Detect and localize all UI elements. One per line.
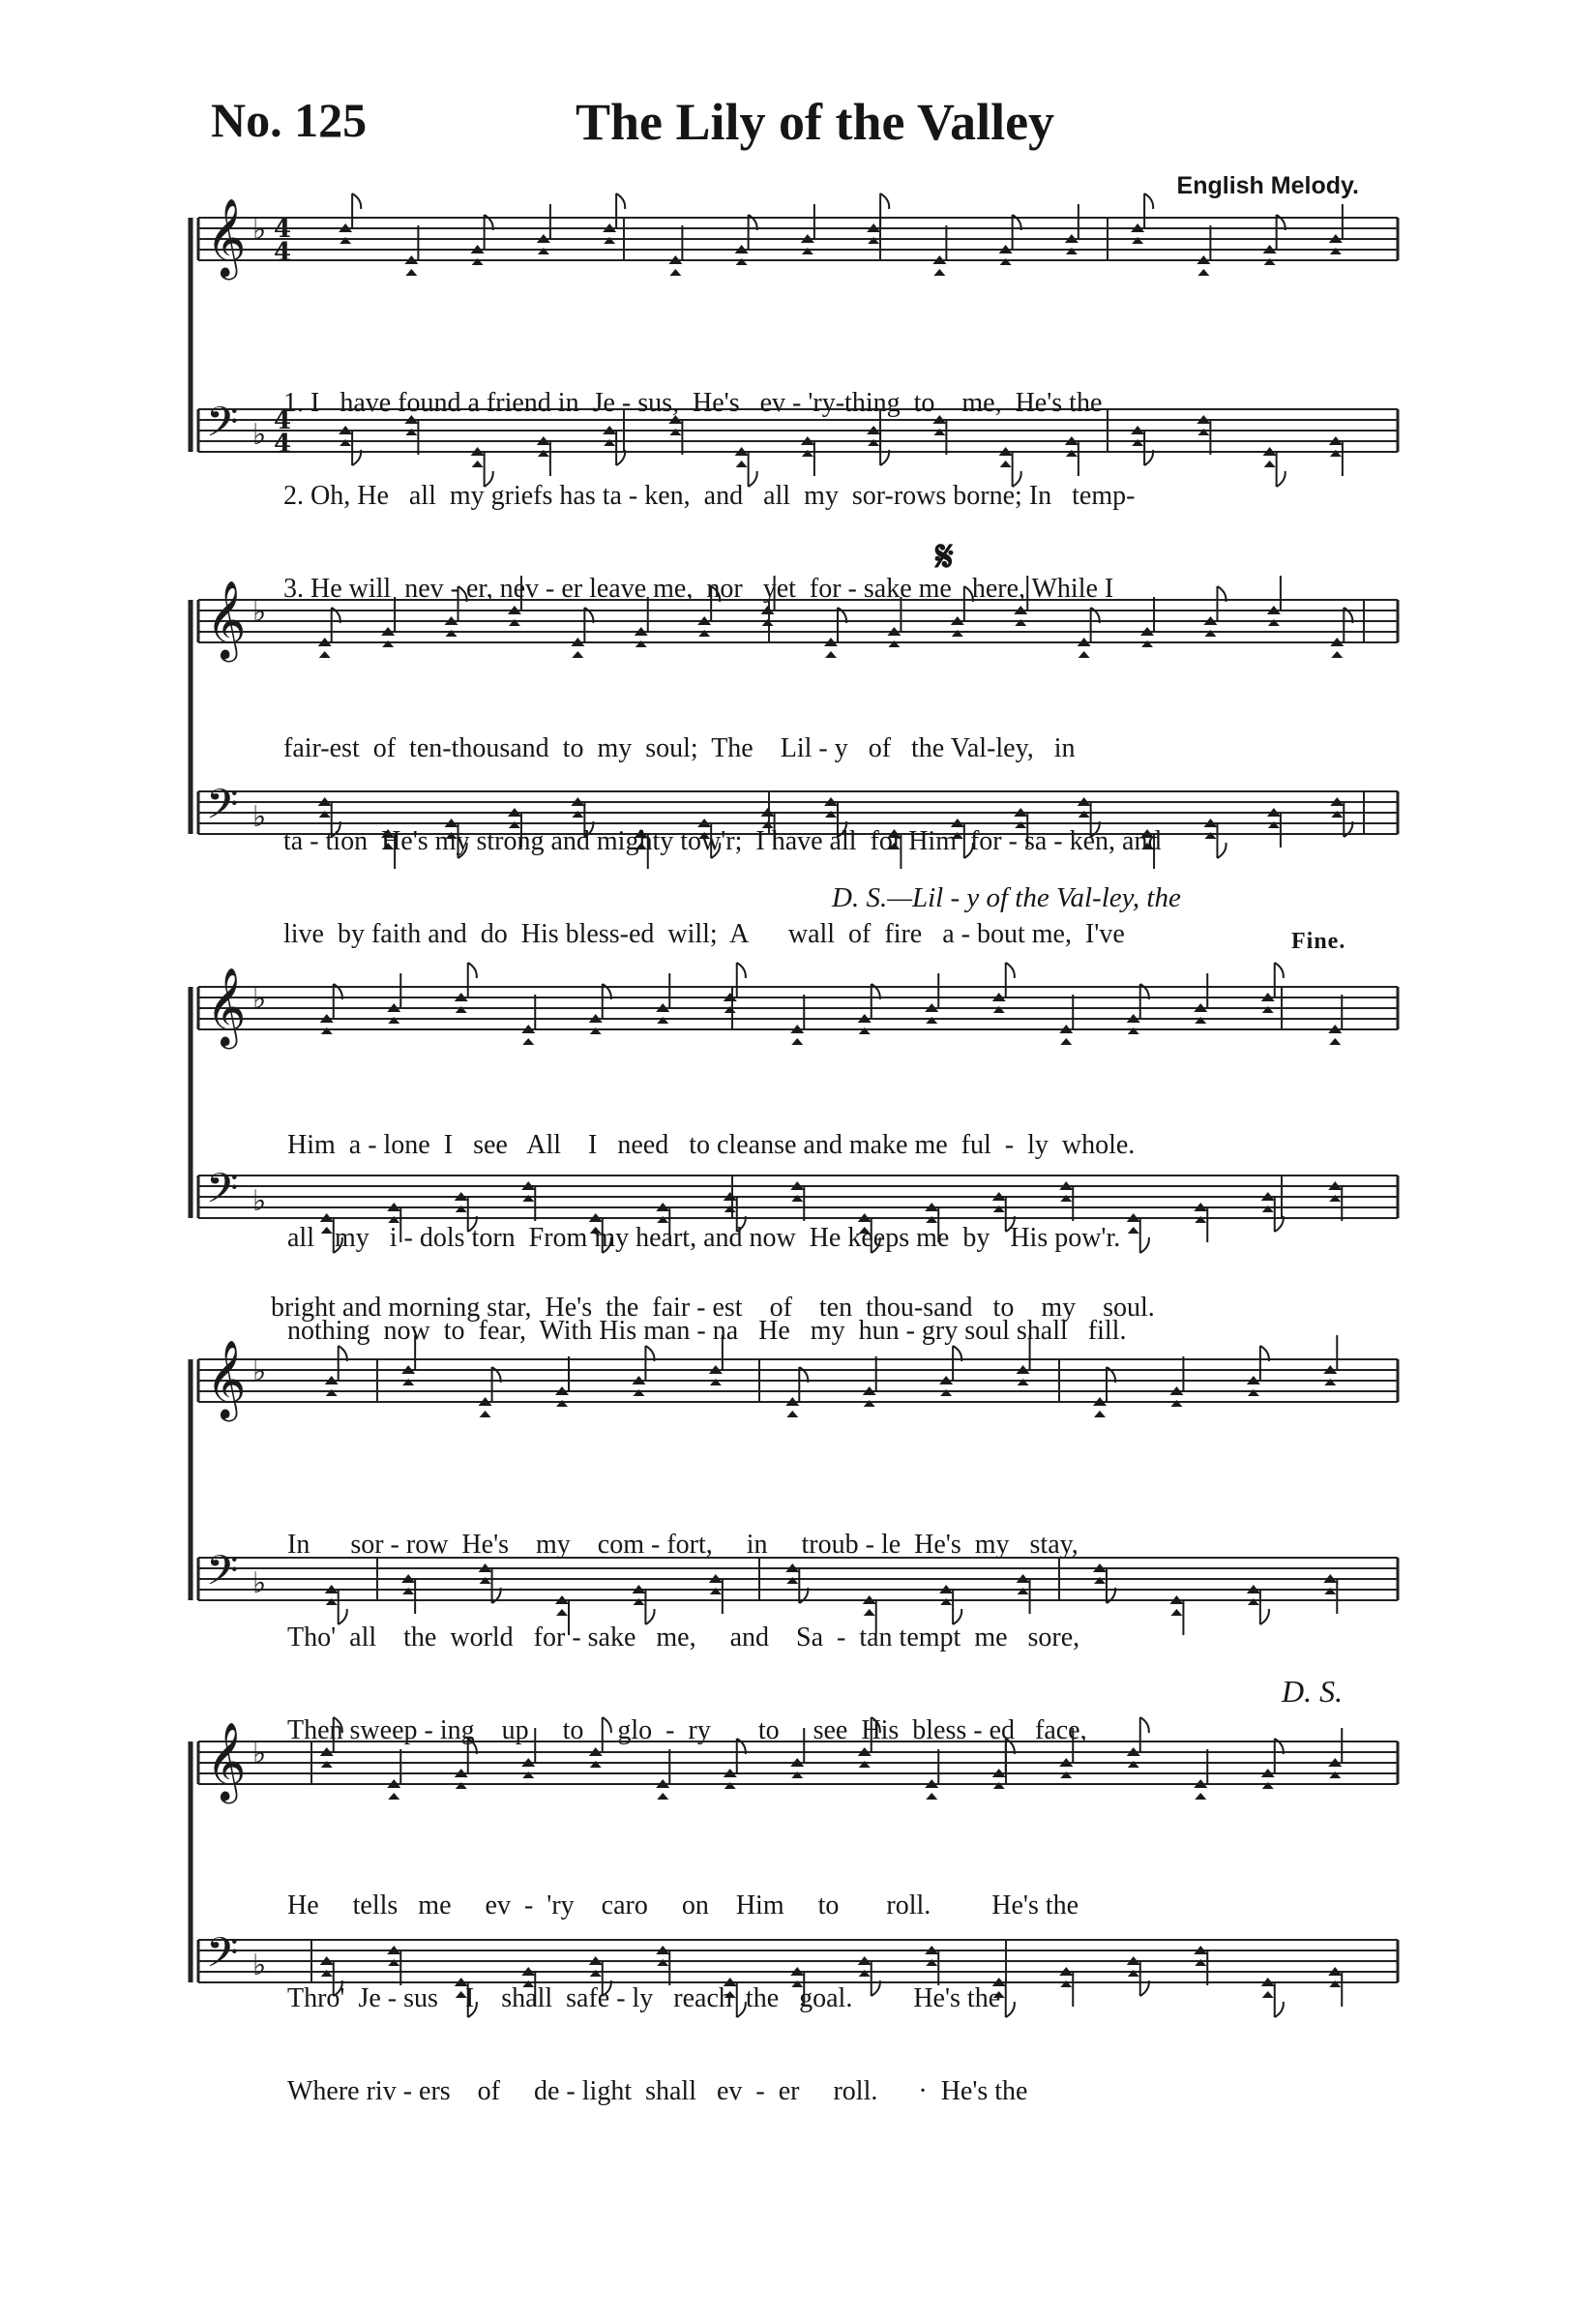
key-signature-flat: ♭ bbox=[252, 1184, 267, 1218]
shape-note-head bbox=[1331, 651, 1343, 658]
time-signature-bottom: 4 bbox=[274, 430, 292, 459]
key-signature-flat: ♭ bbox=[252, 1737, 267, 1771]
bass-clef-icon: 𝄢 bbox=[206, 781, 239, 839]
bass-clef-icon: 𝄢 bbox=[206, 1165, 239, 1223]
interlude-lyric: bright and morning star, He's the fair - est of ten thou-sand to my soul. bbox=[271, 1293, 1155, 1323]
lyric-line: Thro' Je - sus I shall safe - ly reach the goal. He's the bbox=[287, 1983, 1001, 2013]
key-signature-flat: ♭ bbox=[252, 982, 267, 1016]
note-flag bbox=[1144, 194, 1153, 209]
lyric-line: Then sweep - ing up to glo - ry to see His bless - ed face, bbox=[287, 1715, 1087, 1745]
segno-sign: 𝄋 bbox=[935, 533, 954, 580]
lyric-line: Where riv - ers of de - light shall ev - er roll. · He's the bbox=[287, 2076, 1028, 2106]
bass-clef-icon: 𝄢 bbox=[206, 1929, 239, 1987]
shape-note-head bbox=[522, 1038, 534, 1045]
treble-clef-icon: 𝄞 bbox=[206, 197, 247, 277]
lyric-line: He tells me ev - 'ry caro on Him to roll. He's the bbox=[287, 1890, 1079, 1920]
music-system bbox=[198, 1674, 1407, 2106]
note-flag bbox=[352, 194, 361, 209]
shape-note-head bbox=[1079, 651, 1090, 658]
shape-note-head bbox=[319, 651, 331, 658]
shape-note-head bbox=[926, 1793, 937, 1800]
key-signature-flat: ♭ bbox=[252, 595, 267, 629]
key-signature-flat: ♭ bbox=[252, 1566, 267, 1600]
shape-note-head bbox=[657, 1793, 668, 1800]
bass-clef-icon: 𝄢 bbox=[206, 1547, 239, 1605]
lyric-line: ta - tion He's my strong and mighty tow'r; I have all for Him for - sa - ken, and bbox=[283, 826, 1162, 856]
key-signature-flat: ♭ bbox=[252, 800, 267, 834]
lyric-line: 3. He will nev - er, nev - er leave me, nor yet for - sake me here, While I bbox=[283, 574, 1114, 604]
lyric-line: all my i - dols torn From my heart, and now He keeps me by His pow'r. bbox=[287, 1223, 1121, 1253]
note-flag bbox=[880, 194, 889, 209]
hymn-title: The Lily of the Valley bbox=[576, 93, 1055, 151]
ds-lyric-line: D. S.—Lil - y of the Val-ley, the bbox=[832, 882, 1181, 913]
bass-clef-icon: 𝄢 bbox=[206, 399, 239, 457]
time-signature-top: 4 bbox=[274, 215, 292, 244]
shape-note-head bbox=[669, 269, 681, 276]
shape-note-head bbox=[1060, 1038, 1072, 1045]
shape-note-head bbox=[825, 651, 837, 658]
shape-note-head bbox=[791, 1038, 803, 1045]
key-signature-flat: ♭ bbox=[252, 1354, 267, 1388]
shape-note-head bbox=[572, 651, 583, 658]
music-system bbox=[198, 197, 1407, 604]
composer-credit: English Melody. bbox=[1176, 172, 1359, 199]
music-system bbox=[198, 1339, 1407, 1745]
ds-end-marker: D. S. bbox=[1282, 1674, 1344, 1709]
lyric-line: Tho' all the world for - sake me, and Sa - tan tempt me sore, bbox=[287, 1622, 1080, 1652]
lyrics-block bbox=[283, 671, 1390, 1012]
shape-note-head bbox=[1329, 1038, 1341, 1045]
shape-note-head bbox=[1197, 269, 1209, 276]
lyric-line: Him a - lone I see All I need to cleanse and make me ful - ly whole. bbox=[287, 1130, 1136, 1160]
shape-note-head bbox=[933, 269, 945, 276]
time-signature-bottom: 4 bbox=[274, 238, 292, 267]
shape-note-head bbox=[1094, 1411, 1106, 1417]
lyric-line: fair-est of ten-thousand to my soul; The Lil - y of the Val-ley, in bbox=[283, 733, 1076, 763]
shape-note-head bbox=[480, 1411, 491, 1417]
shape-note-head bbox=[405, 269, 417, 276]
treble-clef-icon: 𝄞 bbox=[206, 1721, 247, 1801]
lyrics-block bbox=[287, 1829, 1390, 2169]
lyric-line: nothing now to fear, With His man - na He my hun - gry soul shall fill. bbox=[287, 1316, 1127, 1346]
treble-clef-icon: 𝄞 bbox=[206, 967, 247, 1046]
key-signature-flat: ♭ bbox=[252, 418, 267, 452]
lyric-line: live by faith and do His bless-ed will; A wall of fire a - bout me, I've bbox=[283, 919, 1125, 949]
lyric-line: In sor - row He's my com - fort, in troub - le He's my stay, bbox=[287, 1530, 1079, 1560]
key-signature-flat: ♭ bbox=[252, 213, 267, 247]
treble-clef-icon: 𝄞 bbox=[206, 580, 247, 659]
hymn-number: No. 125 bbox=[211, 93, 368, 147]
time-signature-top: 4 bbox=[274, 406, 292, 435]
note-flag bbox=[616, 194, 625, 209]
shape-note-head bbox=[1195, 1793, 1206, 1800]
shape-note-head bbox=[786, 1411, 798, 1417]
lyric-line: 1. I have found a friend in Je - sus, He's ev - 'ry-thing to me, He's the bbox=[283, 388, 1103, 418]
fine-marker: Fine. bbox=[1291, 929, 1346, 954]
lyric-line: 2. Oh, He all my griefs has ta - ken, and all my sor-rows borne; In temp- bbox=[283, 481, 1136, 511]
shape-note-head bbox=[388, 1793, 399, 1800]
key-signature-flat: ♭ bbox=[252, 1949, 267, 1982]
treble-clef-icon: 𝄞 bbox=[206, 1339, 247, 1418]
